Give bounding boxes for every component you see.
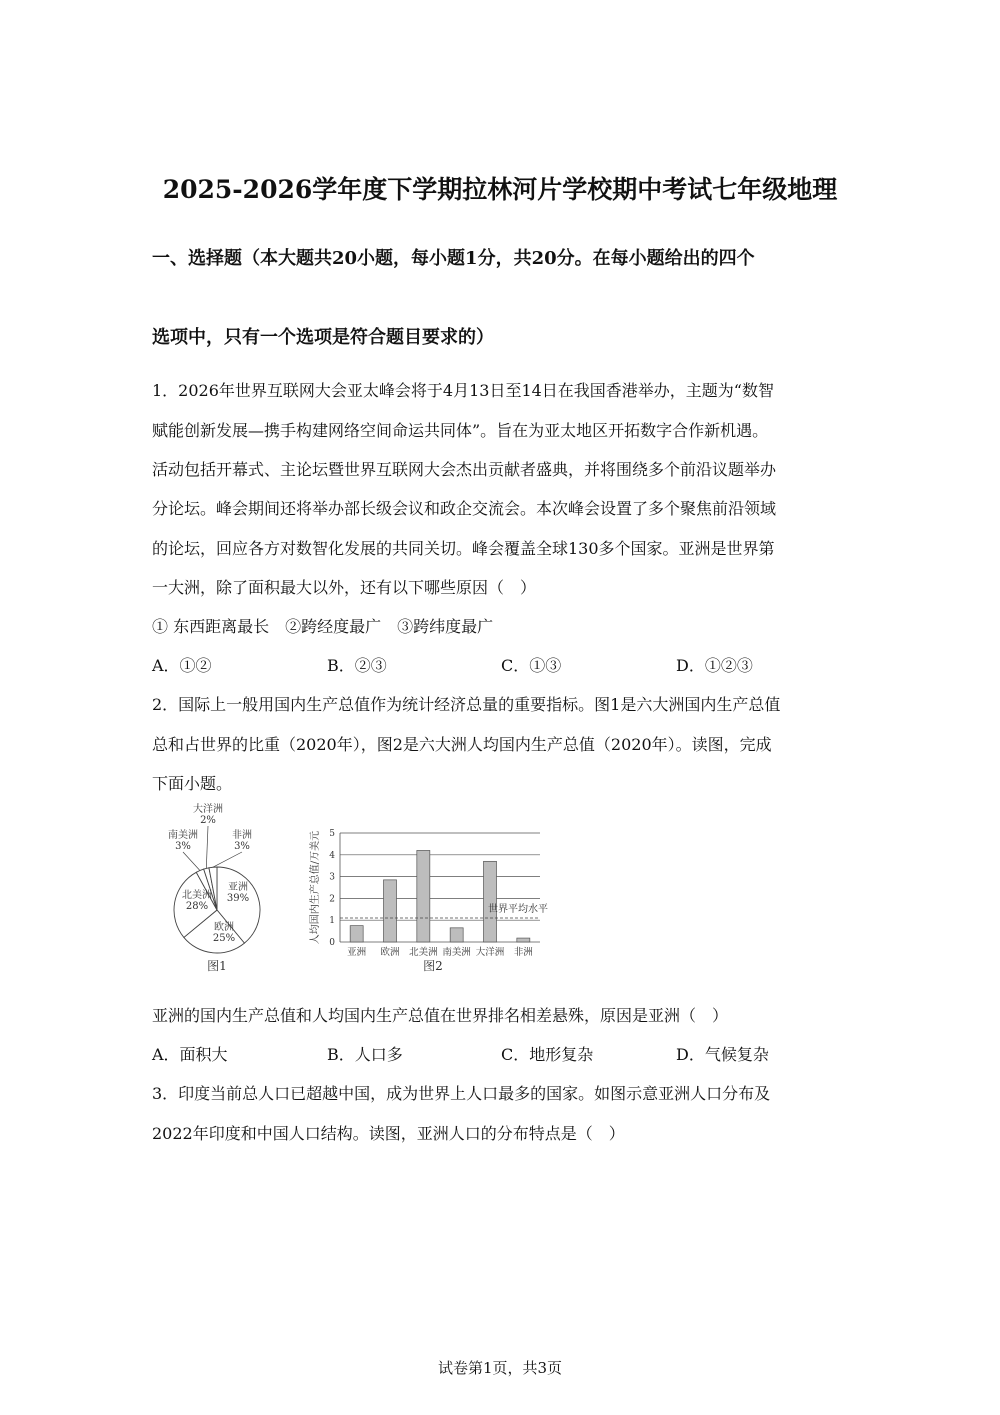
bar-y-tick-label: 0 [329,938,335,948]
q2-line: 总和占世界的比重（2020年），图2是六大洲人均国内生产总值（2020年）。读图，完成 [152,735,772,754]
reference-line-label: 世界平均水平 [488,904,548,916]
section-heading-line1: 一、选择题（本大题共20小题，每小题1分，共20分。在每小题给出的四个 [152,248,755,269]
figure-1-pie-chart [150,798,290,978]
pie-slice-value: 3% [234,841,250,852]
q1-line: 分论坛。峰会期间还将举办部长级会议和政企交流会。本次峰会设置了多个聚焦前沿领域 [152,499,777,518]
page-title: 2025-2026学年度下学期拉林河片学校期中考试七年级地理 [162,175,838,204]
bar-2 [417,850,430,942]
q2-option-a[interactable]: A．面积大 [152,1045,228,1064]
q2-line: 下面小题。 [152,774,233,793]
section-heading-line2: 选项中，只有一个选项是符合题目要求的） [152,327,494,348]
q2-line: 2．国际上一般用国内生产总值作为统计经济总量的重要指标。图1是六大洲国内生产总值 [152,695,781,714]
bar-0 [350,926,363,942]
bar-5 [517,938,530,942]
q3-line: 3．印度当前总人口已超越中国，成为世界上人口最多的国家。如图示意亚洲人口分布及 [152,1084,771,1103]
figure-2-bar-chart [305,818,555,978]
bar-category-label: 北美洲 [409,947,438,958]
pie-slice-value: 3% [175,841,191,852]
bar-y-tick-label: 2 [329,894,335,905]
bar-4 [484,861,497,942]
bar-category-label: 欧洲 [380,947,400,958]
bar-3 [450,928,463,942]
bar-category-label: 亚洲 [347,947,367,958]
q2-option-d[interactable]: D．气候复杂 [676,1045,769,1064]
pie-slice-label: 非洲 [232,830,252,841]
pie-slice-label: 欧洲 [214,922,234,933]
q1-option-a[interactable]: A．①② [152,656,212,675]
q1-option-d[interactable]: D．①②③ [676,656,753,675]
bar-category-label: 非洲 [513,947,533,958]
q1-statements: ① 东西距离最长 ②跨经度最广 ③跨纬度最广 [152,617,494,636]
bar-y-tick-label: 1 [329,916,335,927]
q3-line: 2022年印度和中国人口结构。读图，亚洲人口的分布特点是（ ） [152,1124,625,1143]
q2-question: 亚洲的国内生产总值和人均国内生产总值在世界排名相差悬殊，原因是亚洲（ ） [152,1006,729,1025]
q1-line: 活动包括开幕式、主论坛暨世界互联网大会杰出贡献者盛典，并将围绕多个前沿议题举办 [152,460,777,479]
bar-1 [384,880,397,942]
pie-slice-label: 大洋洲 [193,804,223,815]
q1-option-c[interactable]: C．①③ [501,656,562,675]
bar-y-tick-label: 4 [329,850,335,861]
pie-leader-line [213,852,242,867]
pie-slice-value: 2% [200,815,216,826]
pie-slice-value: 28% [185,901,209,912]
figure-1-caption: 图1 [207,959,227,973]
page-footer: 试卷第1页，共3页 [437,1359,563,1377]
bar-category-label: 南美洲 [442,947,471,958]
pie-slice-label: 北美洲 [182,890,212,901]
q1-option-b[interactable]: B．②③ [327,656,387,675]
bar-y-tick-label: 5 [329,829,335,839]
figure-2-caption: 图2 [423,959,443,973]
pie-slice-label: 南美洲 [168,830,198,841]
q1-line: 一大洲，除了面积最大以外，还有以下哪些原因（ ） [152,578,537,597]
pie-leader-line [183,852,200,871]
q1-line: 的论坛，回应各方对数智化发展的共同关切。峰会覆盖全球130多个国家。亚洲是世界第 [152,539,775,558]
pie-slice-value: 25% [212,933,236,944]
bar-y-axis-label: 人均国内生产总值/万美元 [310,830,321,945]
pie-slice-label: 亚洲 [228,882,248,893]
q2-option-b[interactable]: B．人口多 [327,1045,403,1064]
q2-option-c[interactable]: C．地形复杂 [501,1045,594,1064]
q1-line: 赋能创新发展—携手构建网络空间命运共同体”。旨在为亚太地区开拓数字合作新机遇。 [152,421,769,440]
pie-leader-line [206,826,208,868]
q1-line: 1．2026年世界互联网大会亚太峰会将于4月13日至14日在我国香港举办，主题为“数智 [152,381,774,400]
bar-y-tick-label: 3 [329,872,335,883]
pie-slice-value: 39% [226,893,250,904]
bar-category-label: 大洋洲 [475,947,505,958]
